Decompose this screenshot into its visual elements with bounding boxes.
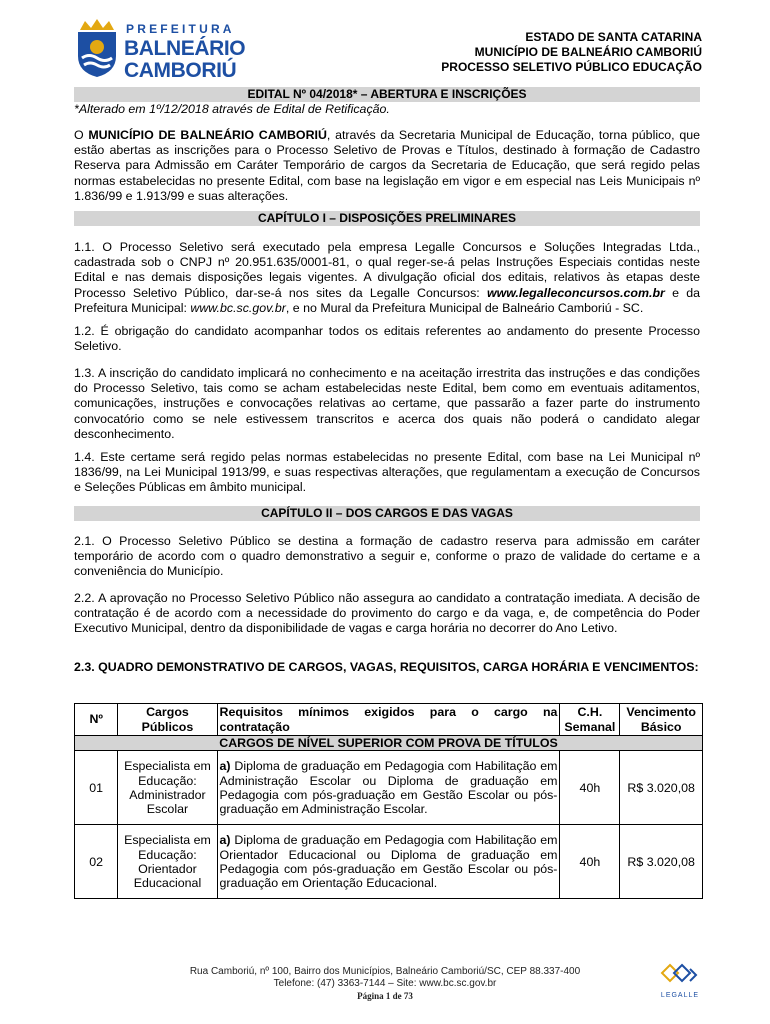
- table-header-row: [75, 704, 703, 736]
- table-section-row: [75, 736, 703, 751]
- prefeitura-logo: [74, 16, 244, 82]
- chapter1-title: CAPÍTULO I – DISPOSIÇÕES PRELIMINARES: [74, 211, 700, 226]
- intro-rest: , através da Secretaria Municipal de Educação, torna público, que estão abertas as inscrições para o Processo Seletivo de Provas e Títulos, destinado à formação de Cadastro Reserva para Admissão em Caráter Temporário de cargos da Secretaria de Educação, que será regido pelas normas estabelecidas no presente Edital, com base na legislação em vigor e em especial nas Leis Municipais nº 1.836/99 e 1.913/99 e suas alterações.: [74, 128, 700, 203]
- intro-paragraph: [74, 128, 700, 204]
- chapter2-title: CAPÍTULO II – DOS CARGOS E DAS VAGAS: [74, 506, 700, 521]
- paragraph-1-3: 1.3. A inscrição do candidato implicará no conhecimento e na aceitação irrestrita das instruções e das condições do Processo Seletivo, tais como se acham estabelecidas neste Edital, bem como em eventuais aditamentos, comunicações, instruções e convocações relativas ao certame, que passarão a fazer parte do instrumento convocatório como se nele estivessem transcritos e acerca dos quais não poderá o candidato alegar desconhecimento.: [74, 366, 700, 441]
- table-row: [75, 751, 703, 825]
- header-process: PROCESSO SELETIVO PÚBLICO EDUCAÇÃO: [441, 60, 702, 74]
- col-header-ch: C.H. Semanal: [560, 704, 620, 736]
- col-header-num: Nº: [75, 704, 118, 736]
- req-text: Diploma de graduação em Pedagogia com Habilitação em Orientador Educacional ou Diploma de graduação em Pedagogia com pós-graduação em Gestão Escolar ou pós-graduação em Orientação Educacional.: [219, 833, 558, 891]
- p11-text-a: 1.1. O Processo Seletivo será executado pela empresa Legalle Concursos e Soluções Integradas Ltda., cadastrada sob o CNPJ nº 20.951.635/0001-81, o qual reger-se-á pelas Instruções Especiais contidas neste Edital e nas demais disposições legais vigentes. A divulgação oficial dos editais, relativos às etapas deste Processo Seletivo Público, dar-se-á nos sites da Legalle Concursos:: [74, 240, 700, 300]
- row-req: [217, 751, 560, 825]
- req-mark: a): [219, 833, 231, 848]
- row-req: [217, 825, 560, 899]
- edital-title: EDITAL Nº 04/2018* – ABERTURA E INSCRIÇÕES: [74, 87, 700, 102]
- page-number: Página 1 de 73: [357, 991, 413, 1001]
- row-num: 02: [75, 825, 118, 899]
- intro-municipality: MUNICÍPIO DE BALNEÁRIO CAMBORIÚ: [88, 128, 327, 142]
- legalle-text: LEGALLE: [660, 992, 700, 999]
- p11-text-c: , e no Mural da Prefeitura Municipal de Balneário Camboriú - SC.: [285, 300, 644, 315]
- legalle-link[interactable]: www.legalleconcursos.com.br: [486, 285, 665, 300]
- req-mark: a): [219, 759, 231, 774]
- paragraph-2-3: 2.3. QUADRO DEMONSTRATIVO DE CARGOS, VAGAS, REQUISITOS, CARGA HORÁRIA E VENCIMENTOS:: [74, 660, 699, 674]
- paragraph-2-2: 2.2. A aprovação no Processo Seletivo Público não assegura ao candidato a contratação imediata. A decisão de contratação é de acordo com a necessidade do provimento do cargo e da vaga, e, de competência do Poder Executivo Municipal, dentro da disponibilidade de vagas e carga horária no decorrer do Ano Letivo.: [74, 591, 700, 636]
- page-footer: [0, 966, 770, 1002]
- p11-text-b: e da Prefeitura Municipal:: [74, 285, 700, 315]
- col-header-req: Requisitos mínimos exigidos para o cargo na contratação: [217, 704, 560, 736]
- header-state: ESTADO DE SANTA CATARINA: [525, 30, 702, 44]
- retification-note: *Alterado em 1º/12/2018 através de Edital de Retificação.: [74, 102, 390, 116]
- header-municipality: MUNICÍPIO DE BALNEÁRIO CAMBORIÚ: [474, 45, 702, 59]
- footer-contact: Telefone: (47) 3363-7144 – Site: www.bc.sc.gov.br: [273, 978, 497, 989]
- row-num: 01: [75, 751, 118, 825]
- row-ch: 40h: [560, 751, 620, 825]
- req-text: Diploma de graduação em Pedagogia com Habilitação em Administração Escolar ou Diploma de graduação em Pedagogia com pós-graduação em Gestão Escolar ou pós-graduação em Administração Escolar.: [219, 759, 558, 817]
- cargos-table: [74, 703, 703, 899]
- city-emblem-icon: [74, 16, 120, 78]
- prefeitura-link[interactable]: www.bc.sc.gov.br: [190, 300, 286, 315]
- row-venc: R$ 3.020,08: [620, 751, 703, 825]
- paragraph-1-2: 1.2. É obrigação do candidato acompanhar todos os editais referentes ao andamento do presente Processo Seletivo.: [74, 324, 700, 354]
- row-venc: R$ 3.020,08: [620, 825, 703, 899]
- intro-pre: O: [74, 128, 89, 142]
- row-ch: 40h: [560, 825, 620, 899]
- legalle-diamond-icon: [660, 963, 700, 987]
- document-header: [441, 30, 702, 75]
- row-cargo: Especialista em Educação: Administrador Escolar: [118, 751, 217, 825]
- footer-address: Rua Camboriú, nº 100, Bairro dos Municípios, Balneário Camboriú/SC, CEP 88.337-400: [189, 966, 581, 977]
- paragraph-2-1: 2.1. O Processo Seletivo Público se destina a formação de cadastro reserva para admissão em caráter temporário de acordo com o quadro demonstrativo a seguir e, conforme o prazo de validade do certame e a conveniência do Município.: [74, 534, 700, 579]
- paragraph-1-1: [74, 240, 700, 316]
- logo-city-line1: BALNEÁRIO: [124, 37, 246, 60]
- col-header-venc: Vencimento Básico: [620, 704, 703, 736]
- logo-prefeitura-text: PREFEITURA: [126, 22, 235, 36]
- paragraph-1-4: 1.4. Este certame será regido pelas normas estabelecidas no presente Edital, com base na Lei Municipal nº 1836/99, na Lei Municipal 1913/99, e suas respectivas alterações, que regulamentam a execução de Concursos e Seleções Públicas em âmbito municipal.: [74, 450, 700, 495]
- row-cargo: Especialista em Educação: Orientador Educacional: [118, 825, 217, 899]
- col-header-cargo: Cargos Públicos: [118, 704, 217, 736]
- legalle-logo: [660, 963, 700, 999]
- logo-city-line2: CAMBORIÚ: [124, 59, 237, 82]
- section-title: CARGOS DE NÍVEL SUPERIOR COM PROVA DE TÍTULOS: [75, 736, 703, 751]
- table-row: [75, 825, 703, 899]
